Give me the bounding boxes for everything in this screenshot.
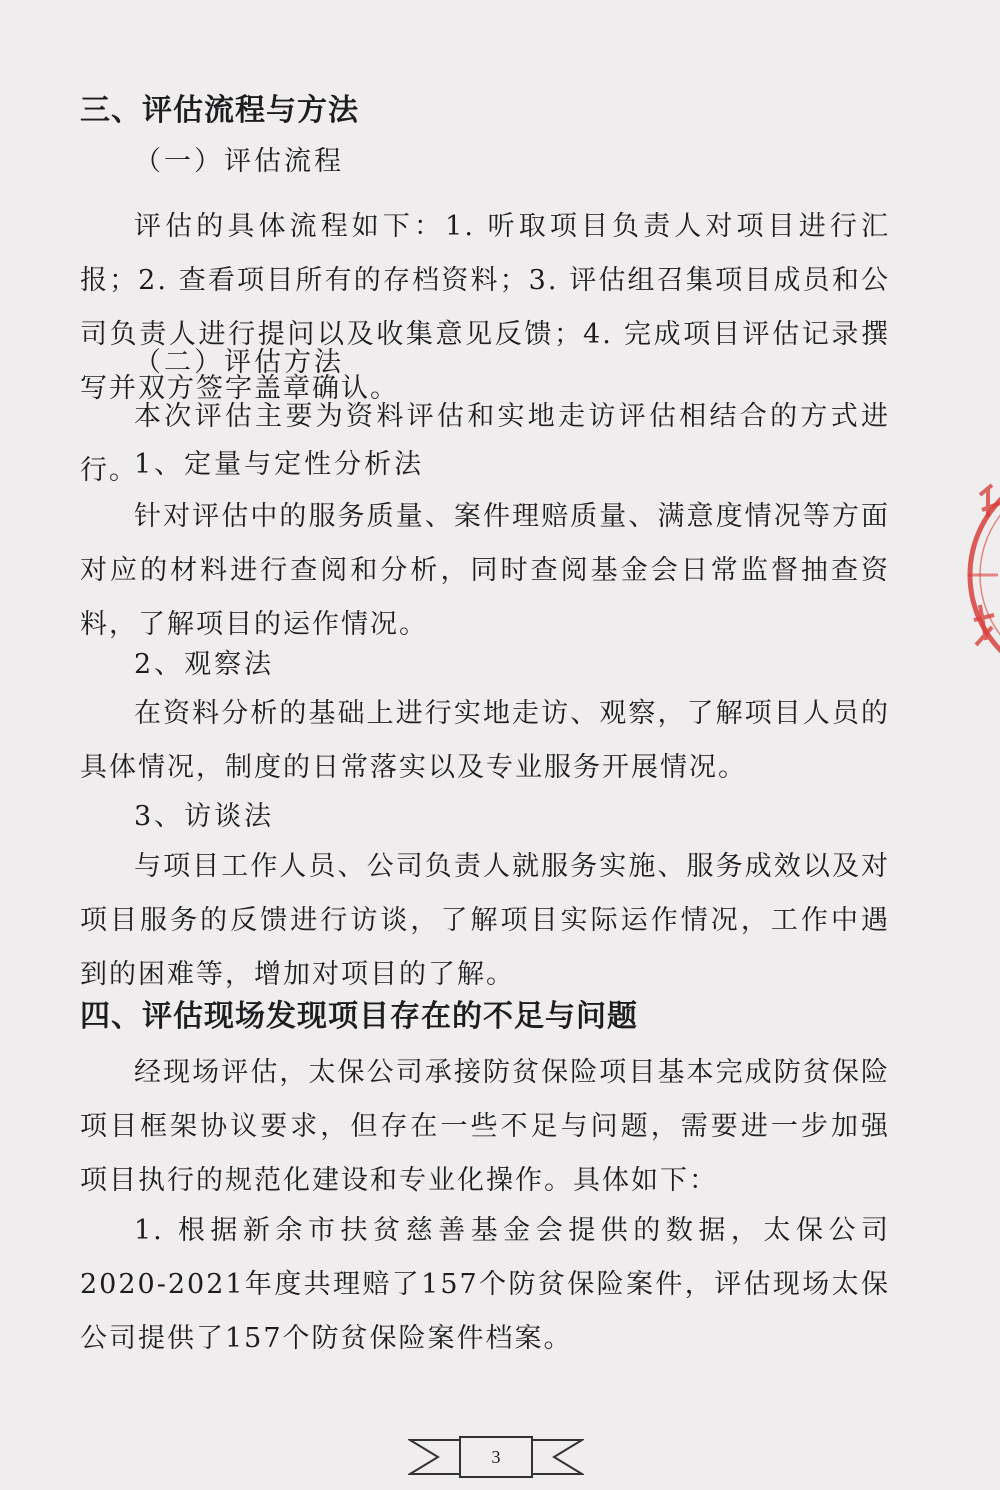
method-3-heading: 3、访谈法 (134, 801, 275, 832)
method-1-paragraph: 针对评估中的服务质量、案件理赔质量、满意度情况等方面对应的材料进行查阅和分析，同时查阅基金会日常监督抽查资料，了解项目的运作情况。 (80, 501, 890, 640)
subsection-process-heading: （一）评估流程 (134, 146, 344, 177)
process-paragraph: 评估的具体流程如下：1. 听取项目负责人对项目进行汇报；2. 查看项目所有的存档资料；3. 评估组召集项目成员和公司负责人进行提问以及收集意见反馈；4. 完成项目评估记录撰写并双方签字盖章确认。 (80, 211, 890, 404)
method-2-heading: 2、观察法 (134, 649, 275, 680)
method-3-paragraph: 与项目工作人员、公司负责人就服务实施、服务成效以及对项目服务的反馈进行访谈，了解项目实际运作情况，工作中遇到的困难等，增加对项目的了解。 (80, 851, 890, 990)
section-4-intro-paragraph: 经现场评估，太保公司承接防贫保险项目基本完成防贫保险项目框架协议要求，但存在一些不足与问题，需要进一步加强项目执行的规范化建设和专业化操作。具体如下： (80, 1057, 890, 1196)
subsection-methods-heading: （二）评估方法 (134, 347, 344, 378)
page-number: 3 (491, 1447, 501, 1467)
section-3-heading: 三、评估流程与方法 (80, 93, 359, 128)
section-4-heading: 四、评估现场发现项目存在的不足与问题 (80, 999, 638, 1034)
issue-1-paragraph: 1. 根据新余市扶贫慈善基金会提供的数据，太保公司2020-2021年度共理赔了157个防贫保险案件，评估现场太保公司提供了157个防贫保险案件档案。 (80, 1215, 890, 1354)
official-seal-stamp (958, 455, 1000, 695)
methods-intro-paragraph: 本次评估主要为资料评估和实地走访评估相结合的方式进行。 (80, 401, 890, 486)
method-2-paragraph: 在资料分析的基础上进行实地走访、观察，了解项目人员的具体情况，制度的日常落实以及专业服务开展情况。 (80, 698, 890, 783)
method-1-heading: 1、定量与定性分析法 (134, 449, 425, 480)
